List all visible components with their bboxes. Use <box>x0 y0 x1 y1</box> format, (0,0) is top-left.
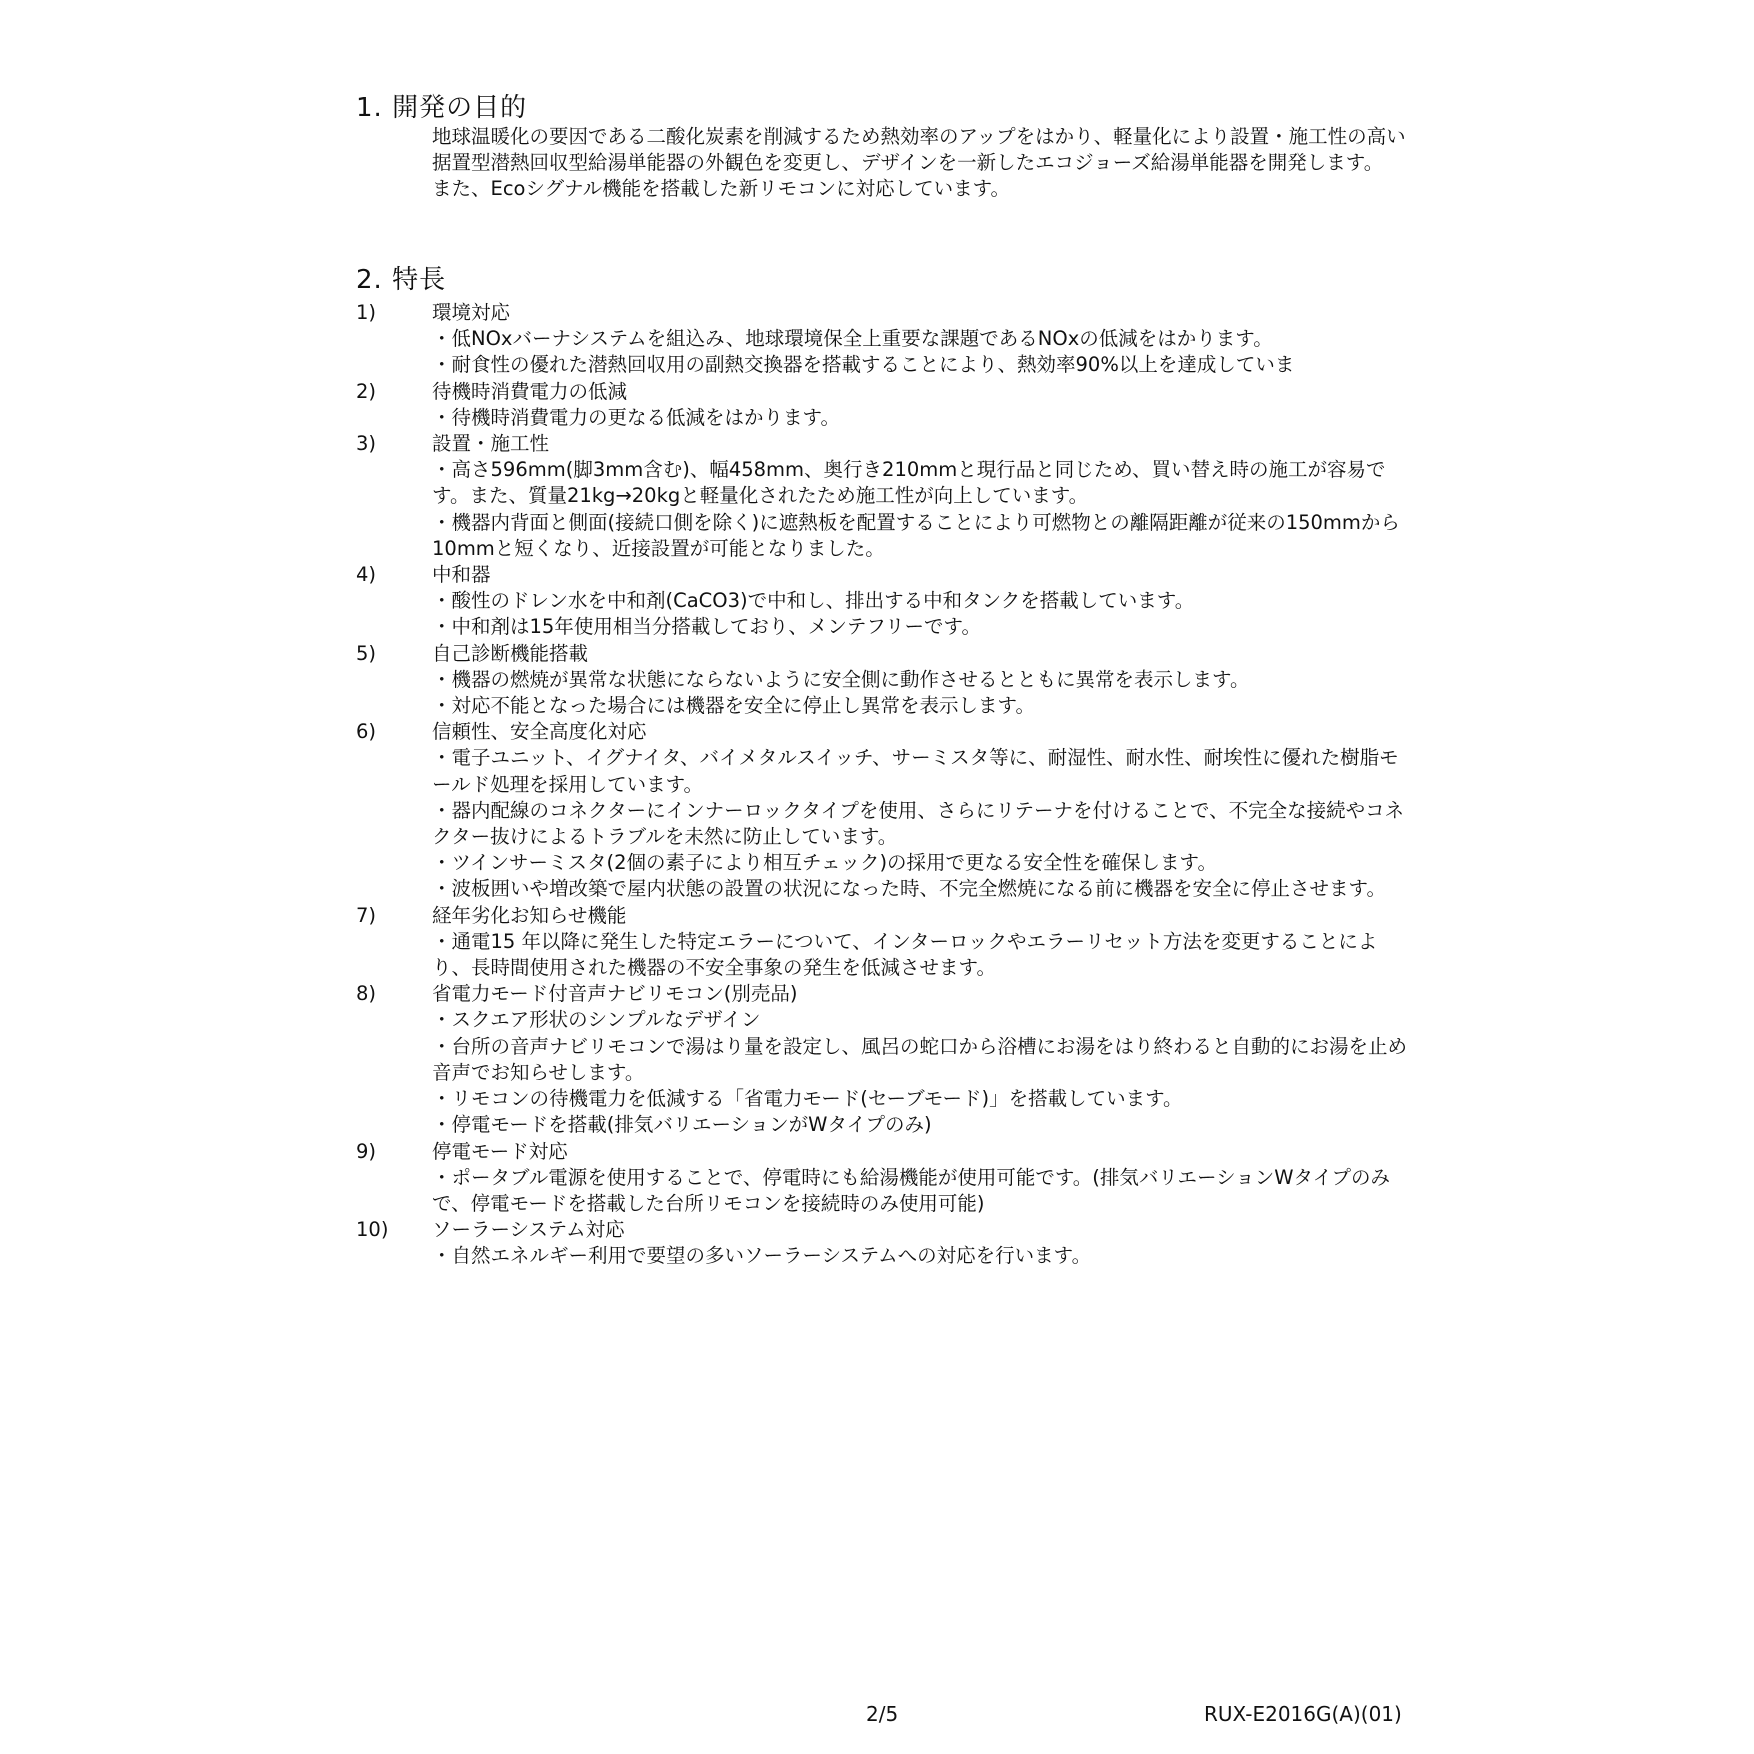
feature-title-text: 環境対応 <box>432 301 511 324</box>
feature-title <box>356 981 1416 1007</box>
feature-number: 5) <box>356 641 377 665</box>
feature-title <box>356 641 1416 667</box>
feature-number: 1) <box>356 301 377 324</box>
feature-title <box>356 379 1416 405</box>
feature-title <box>356 1139 1416 1165</box>
feature-title-text: 待機時消費電力の低減 <box>432 379 628 403</box>
feature-title-text: 省電力モード付音声ナビリモコン(別売品) <box>432 982 798 1006</box>
feature-bullet: ・電子ユニット、イグナイタ、バイメタルスイッチ、サーミスタ等に、耐湿性、耐水性、耐埃性に優れた樹脂モールド処理を採用しています。 <box>432 746 1399 796</box>
feature-item <box>356 981 1416 1138</box>
feature-title-text: 設置・施工性 <box>432 432 550 456</box>
feature-title <box>356 300 1416 326</box>
feature-bullet: ・耐食性の優れた潜熱回収用の副熱交換器を搭載することにより、熱効率90%以上を達成していま <box>432 353 1295 377</box>
features-heading: 2. 特長 <box>356 265 447 295</box>
feature-item <box>356 379 1416 431</box>
feature-title <box>356 903 1416 929</box>
feature-title <box>356 1217 1416 1243</box>
purpose-paragraph: 地球温暖化の要因である二酸化炭素を削減するため熱効率のアップをはかり、軽量化により設置・施工性の高い据置型潜熱回収型給湯単能器の外観色を変更し、デザインを一新したエコジョーズ給湯単能器を開発します。 <box>432 125 1406 174</box>
feature-item <box>356 300 1416 379</box>
feature-bullet: ・機器の燃焼が異常な状態にならないように安全側に動作させるとともに異常を表示します。 <box>432 667 1250 691</box>
feature-number: 6) <box>356 720 377 744</box>
feature-title <box>356 431 1416 457</box>
feature-number: 4) <box>356 563 377 587</box>
feature-title <box>356 562 1416 588</box>
feature-item <box>356 431 1416 562</box>
feature-title-text: 中和器 <box>432 563 491 587</box>
feature-item <box>356 903 1416 982</box>
feature-bullet: ・中和剤は15年使用相当分搭載しており、メンテフリーです。 <box>432 615 981 639</box>
feature-bullet: ・対応不能となった場合には機器を安全に停止し異常を表示します。 <box>432 694 1035 718</box>
feature-item <box>356 719 1416 902</box>
feature-number: 8) <box>356 982 377 1006</box>
purpose-body <box>432 124 1412 202</box>
feature-title-text: 信頼性、安全高度化対応 <box>432 720 647 744</box>
feature-bullet: ・低NOxバーナシステムを組込み、地球環境保全上重要な課題であるNOxの低減をはかります。 <box>432 327 1273 351</box>
feature-item <box>356 641 1416 720</box>
feature-title-text: 経年劣化お知らせ機能 <box>432 903 627 927</box>
feature-bullet: ・酸性のドレン水を中和剤(CaCO3)で中和し、排出する中和タンクを搭載しています。 <box>432 589 1195 613</box>
feature-title-text: ソーラーシステム対応 <box>432 1218 625 1242</box>
feature-item <box>356 562 1416 641</box>
feature-title <box>356 719 1416 745</box>
feature-bullet: ・高さ596mm(脚3mm含む)、幅458mm、奥行き210mmと現行品と同じため、買い替え時の施工が容易です。また、質量21kg→20kgと軽量化されたため施工性が向上しています。 <box>432 458 1386 508</box>
feature-bullet: ・台所の音声ナビリモコンで湯はり量を設定し、風呂の蛇口から浴槽にお湯をはり終わると自動的にお湯を止め音声でお知らせします。 <box>432 1034 1408 1084</box>
feature-bullet: ・機器内背面と側面(接続口側を除く)に遮熱板を配置することにより可燃物との離隔距離が従来の150mmから10mmと短くなり、近接設置が可能となりました。 <box>432 510 1400 560</box>
feature-bullet: ・待機時消費電力の更なる低減をはかります。 <box>432 405 840 429</box>
feature-bullet: ・通電15 年以降に発生した特定エラーについて、インターロックやエラーリセット方法を変更することにより、長時間使用された機器の不安全事象の発生を低減させます。 <box>432 929 1378 980</box>
feature-number: 10) <box>356 1218 389 1242</box>
feature-bullet: ・波板囲いや増改築で屋内状態の設置の状況になった時、不完全燃焼になる前に機器を安全に停止させます。 <box>432 877 1386 901</box>
page-number: 2/5 <box>866 1702 899 1726</box>
feature-bullet: ・ポータブル電源を使用することで、停電時にも給湯機能が使用可能です。(排気バリエーションWタイプのみで、停電モードを搭載した台所リモコンを接続時のみ使用可能) <box>432 1165 1391 1215</box>
feature-bullet: ・リモコンの待機電力を低減する「省電力モード(セーブモード)」を搭載しています。 <box>432 1087 1183 1111</box>
feature-bullet: ・ツインサーミスタ(2個の素子により相互チェック)の採用で更なる安全性を確保します。 <box>432 851 1218 875</box>
feature-title-text: 停電モード対応 <box>432 1139 568 1163</box>
feature-number: 7) <box>356 903 377 927</box>
purpose-paragraph: また、Ecoシグナル機能を搭載した新リモコンに対応しています。 <box>432 177 1011 200</box>
feature-item <box>356 1217 1416 1269</box>
feature-number: 2) <box>356 379 377 403</box>
document-code: RUX-E2016G(A)(01) <box>1204 1702 1402 1726</box>
feature-title-text: 自己診断機能搭載 <box>432 641 589 665</box>
feature-number: 9) <box>356 1139 377 1163</box>
feature-bullet: ・自然エネルギー利用で要望の多いソーラーシステムへの対応を行います。 <box>432 1244 1092 1268</box>
feature-bullet: ・停電モードを搭載(排気バリエーションがWタイプのみ) <box>432 1113 932 1137</box>
purpose-heading: 1. 開発の目的 <box>356 93 528 123</box>
features-list <box>356 300 1416 1270</box>
feature-item <box>356 1139 1416 1218</box>
feature-bullet: ・器内配線のコネクターにインナーロックタイプを使用、さらにリテーナを付けることで、不完全な接続やコネクター抜けによるトラブルを未然に防止しています。 <box>432 798 1405 849</box>
feature-number: 3) <box>356 432 377 456</box>
feature-bullet: ・スクエア形状のシンプルなデザイン <box>432 1008 761 1032</box>
